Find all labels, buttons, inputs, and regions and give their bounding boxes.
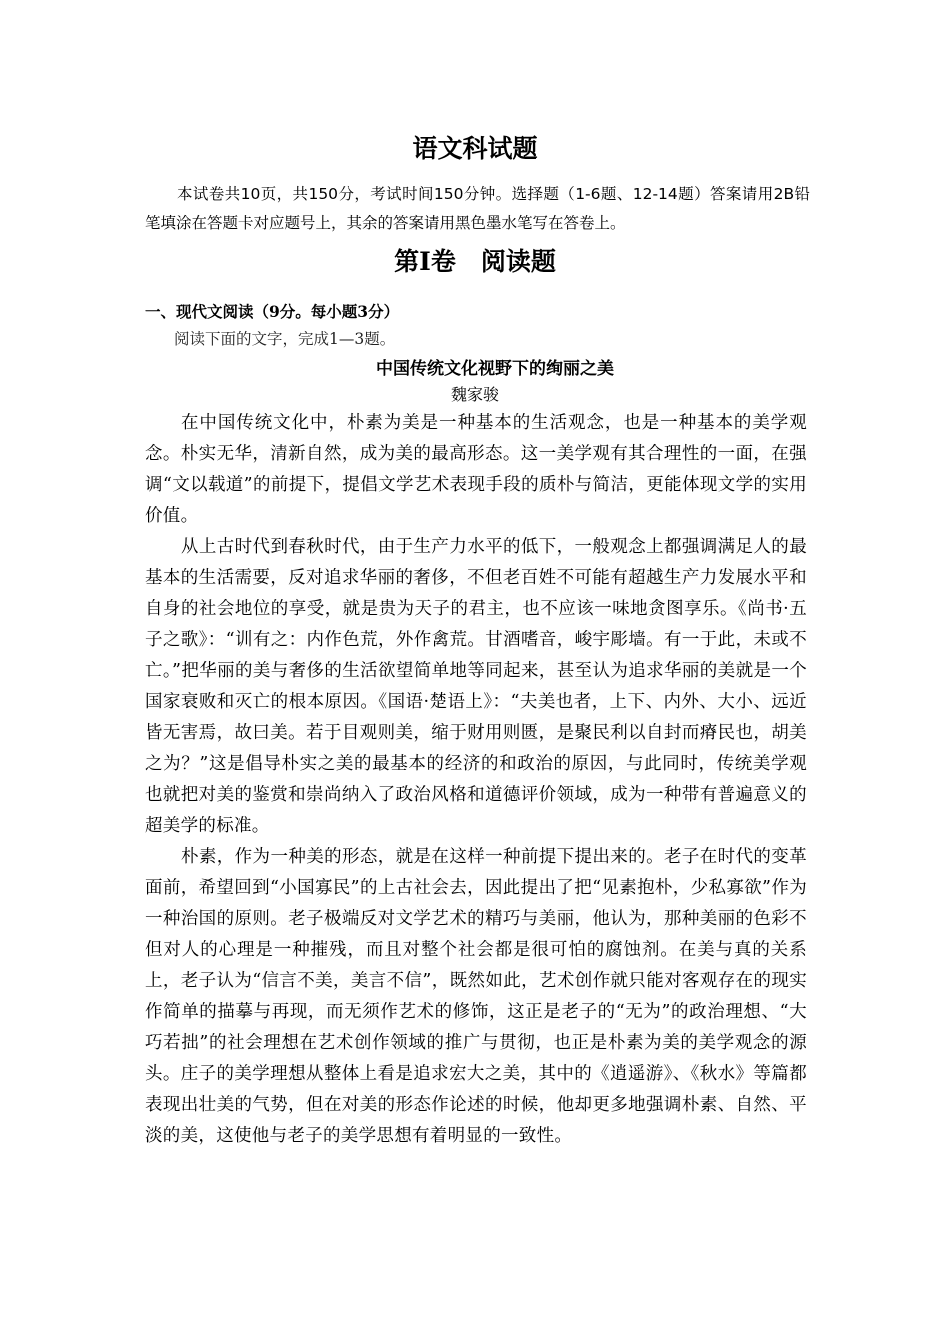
article-paragraph: 朴素，作为一种美的形态，就是在这样一种前提下提出来的。老子在时代的变革面前，希望回到“小国寡民”的上古社会去，因此提出了把“见素抱朴，少私寡欲”作为一种治国的原则。老子极端反对文学艺术的精巧与美丽，他认为，那种美丽的色彩不但对人的心理是一种摧残，而且对整个社会都是很可怕的腐蚀剂。在美与真的关系上，老子认为“信言不美，美言不信”，既然如此，艺术创作就只能对客观存在的现实作简单的描摹与再现，而无须作艺术的修饰，这正是老子的“无为”的政治理想、“大巧若拙”的社会理想在艺术创作领域的推广与贯彻，也正是朴素为美的美学观念的源头。庄子的美学理想从整体上看是追求宏大之美，其中的《逍遥游》、《秋水》等篇都表现出壮美的气势，但在对美的形态作论述的时候，他却更多地强调朴素、自然、平淡的美，这使他与老子的美学思想有着明显的一致性。 bbox=[145, 847, 807, 1146]
article-title: 中国传统文化视野下的绚丽之美 bbox=[376, 359, 614, 379]
part-title: 第Ⅰ卷 阅读题 bbox=[394, 247, 556, 276]
exam-instructions: 本试卷共10页，共150分，考试时间150分钟。选择题（1-6题、12-14题）答案请用2B铅笔填涂在答题卡对应题号上，其余的答案请用黑色墨水笔写在答卷上。 bbox=[145, 185, 810, 232]
article-paragraph: 在中国传统文化中，朴素为美是一种基本的生活观念，也是一种基本的美学观念。朴实无华，清新自然，成为美的最高形态。这一美学观有其合理性的一面，在强调“文以载道”的前提下，提倡文学艺术表现手段的质朴与简洁，更能体现文学的实用价值。 bbox=[145, 413, 807, 526]
article-body bbox=[145, 408, 807, 1152]
article-author: 魏家骏 bbox=[450, 385, 499, 404]
article-paragraph: 从上古时代到春秋时代，由于生产力水平的低下，一般观念上都强调满足人的最基本的生活需要，反对追求华丽的奢侈，不但老百姓不可能有超越生产力发展水平和自身的社会地位的享受，就是贵为天子的君主，也不应该一味地贪图享乐。《尚书·五子之歌》：“训有之：内作色荒，外作禽荒。甘酒嗜音，峻宇彫墙。有一于此，未或不亡。”把华丽的美与奢侈的生活欲望简单地等同起来，甚至认为追求华丽的美就是一个国家衰败和灭亡的根本原因。《国语·楚语上》：“夫美也者，上下、内外、大小、远近皆无害焉，故曰美。若于目观则美，缩于财用则匮，是聚民利以自封而瘠民也，胡美之为？”这是倡导朴实之美的最基本的经济的和政治的原因，与此同时，传统美学观也就把对美的鉴赏和崇尚纳入了政治风格和道德评价领域，成为一种带有普遍意义的超美学的标准。 bbox=[145, 537, 807, 836]
exam-title: 语文科试题 bbox=[412, 134, 538, 163]
section-instruction: 阅读下面的文字，完成1—3题。 bbox=[174, 330, 396, 348]
section-heading: 一、现代文阅读（9分。每小题3分） bbox=[145, 302, 400, 321]
